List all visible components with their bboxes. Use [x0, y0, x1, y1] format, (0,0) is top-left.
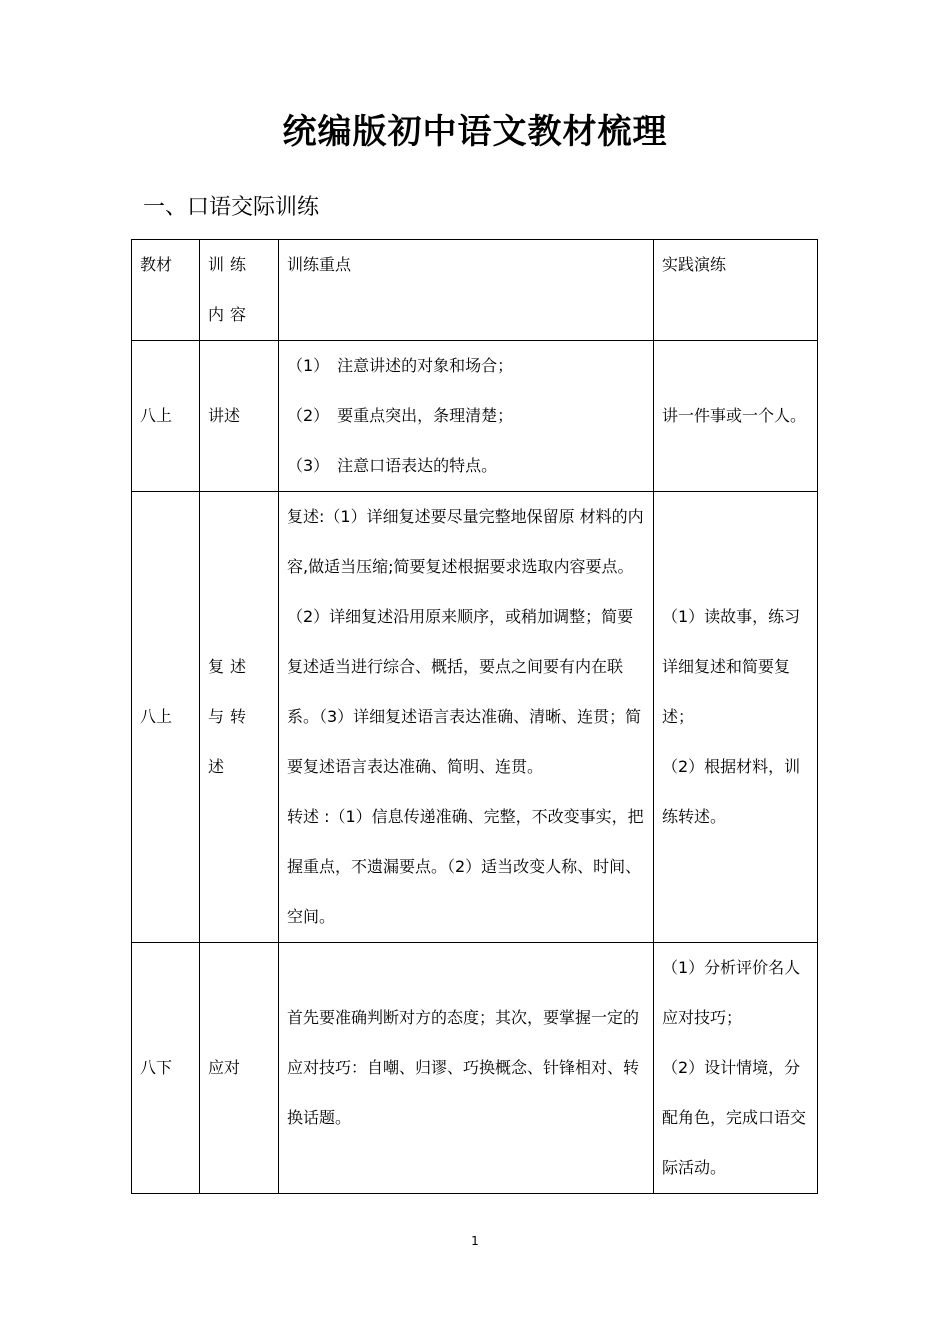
cell-focus — [279, 341, 654, 492]
cell-textbook: 八上 — [132, 341, 200, 492]
header-cell-textbook: 教材 — [132, 240, 200, 341]
header-cell-focus: 训练重点 — [279, 240, 654, 341]
cell-content: 复述与转述 — [200, 492, 279, 943]
header-cell-content: 训练内容 — [200, 240, 279, 341]
cell-practice — [654, 943, 818, 1194]
cell-focus — [279, 943, 654, 1194]
header-cell-practice: 实践演练 — [654, 240, 818, 341]
page-title: 统编版初中语文教材梳理 — [282, 112, 668, 152]
training-table — [131, 239, 818, 1194]
section-heading: 一、口语交际训练 — [143, 195, 320, 220]
focus-line: （3） 注意口语表达的特点。 — [287, 456, 498, 475]
table-row — [132, 492, 818, 943]
table-header-row — [132, 240, 818, 341]
focus-paragraph: 复述:（1）详细复述要尽量完整地保留原 材料的内容,做适当压缩;简要复述根据要求选取内容要点。（2）详细复述沿用原来顺序，或稍加调整；简要复述适当进行综合、概括，要点之间要有内在联系。（3）详细复述语言表达准确、清晰、连贯；简要复述语言表达准确、简明、连贯。 — [287, 507, 644, 776]
focus-line: （1） 注意讲述的对象和场合； — [287, 356, 514, 375]
focus-paragraph: 转述 :（1）信息传递准确、完整，不改变事实，把握重点，不遗漏要点。（2）适当改变人称、时间、空间。 — [287, 807, 644, 926]
page-number: 1 — [471, 1234, 479, 1248]
cell-textbook: 八下 — [132, 943, 200, 1194]
table-row — [132, 943, 818, 1194]
cell-practice — [654, 341, 818, 492]
cell-textbook: 八上 — [132, 492, 200, 943]
practice-text: （2）设计情境，分配角色，完成口语交际活动。 — [662, 1058, 807, 1177]
cell-focus — [279, 492, 654, 943]
practice-text: （1）分析评价名人应对技巧； — [662, 958, 801, 1027]
practice-text: 讲一件事或一个人。 — [662, 406, 807, 425]
practice-text: （1）读故事，练习详细复述和简要复述； — [662, 607, 801, 726]
practice-text: （2）根据材料，训练转述。 — [662, 757, 801, 826]
cell-content: 讲述 — [200, 341, 279, 492]
cell-content: 应对 — [200, 943, 279, 1194]
focus-line: （2） 要重点突出，条理清楚； — [287, 406, 514, 425]
cell-practice — [654, 492, 818, 943]
focus-paragraph: 首先要准确判断对方的态度；其次，要掌握一定的应对技巧：自嘲、归谬、巧换概念、针锋相对、转换话题。 — [287, 1008, 640, 1127]
table-row — [132, 341, 818, 492]
